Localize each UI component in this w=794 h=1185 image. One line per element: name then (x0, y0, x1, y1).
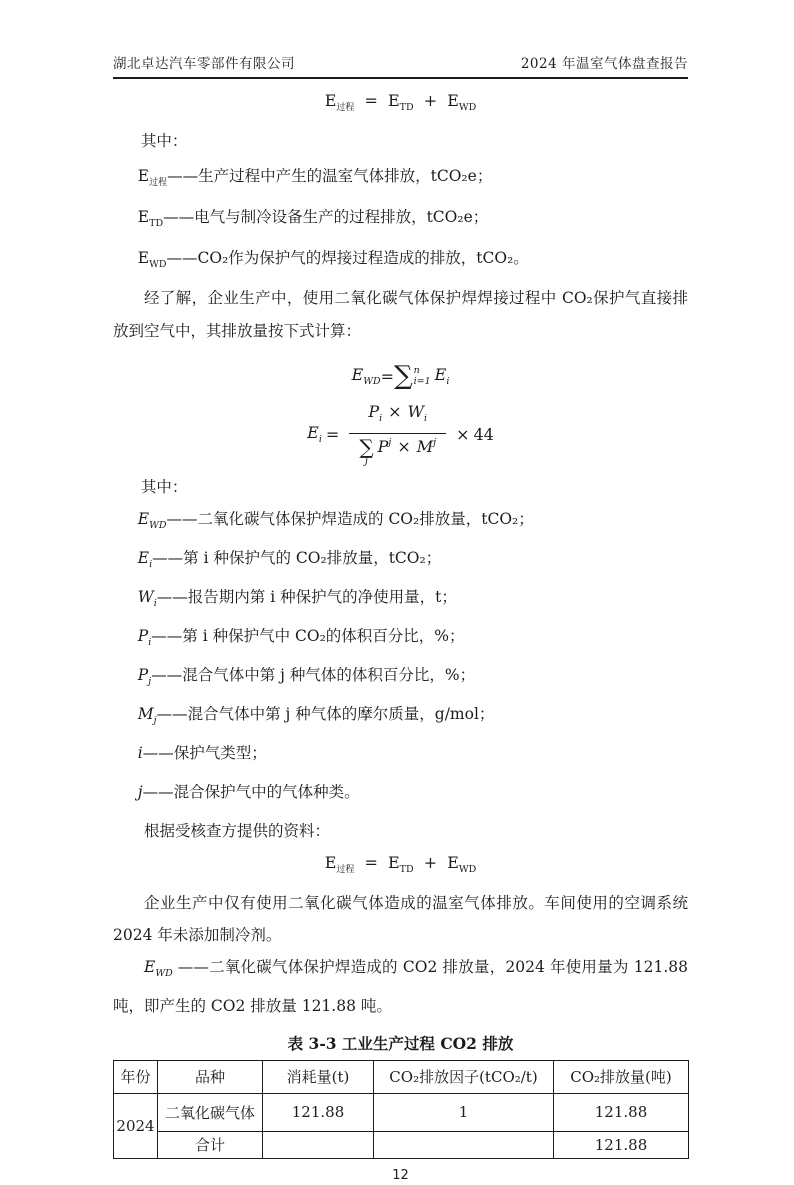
symbol: i (137, 744, 143, 763)
symbol: $P_j$ (137, 666, 152, 688)
symbol: $P_i$ (137, 626, 152, 649)
e-i-symbol: $E_i$ (307, 423, 322, 446)
company-name: 湖北卓达汽车零部件有限公司 (113, 56, 295, 72)
qizhong-label-2: 其中： (140, 477, 188, 496)
definition-text: ——保护气类型； (142, 744, 267, 763)
e-td-symbol: $E_{TD}$ (387, 91, 414, 114)
definition-wi (113, 581, 688, 620)
cell-total-consumption (263, 1131, 374, 1158)
equals-sign: = (325, 425, 340, 445)
equals-sign: = (364, 853, 378, 873)
definition-pi (113, 620, 688, 659)
cell-factor: 1 (374, 1093, 554, 1131)
paragraph-only-co2: 企业生产中仅有使用二氧化碳气体造成的温室气体排放。车间使用的空调系统 2024 年未添加制冷剂。 (113, 893, 688, 944)
definition-pj (113, 659, 688, 698)
table-total-row (114, 1131, 689, 1158)
definition-text: ——混合气体中第 j 种气体的摩尔质量，g/mol； (156, 705, 495, 724)
definition-text: ——报告期内第 i 种保护气的净使用量，t； (156, 587, 457, 606)
symbol: $E_{TD}$ (137, 208, 164, 230)
definition-j (113, 776, 688, 815)
times-sign: × (456, 425, 470, 445)
paragraph-basis: 根据受核查方提供的资料： (144, 822, 331, 841)
definition-i (113, 737, 688, 776)
sigma-symbol: ∑ j (359, 434, 374, 467)
qizhong-label-1: 其中： (140, 132, 188, 151)
header-year: 年份 (114, 1060, 158, 1093)
cell-total-factor (374, 1131, 554, 1158)
cell-consumption: 121.88 (263, 1093, 374, 1131)
equals-sign: = (380, 366, 395, 386)
definition-e-wd (113, 241, 688, 282)
header-consumption: 消耗量(t) (263, 1060, 374, 1093)
definition-mj (113, 698, 688, 737)
factor-44: 44 (473, 425, 494, 445)
summary-text: ——二氧化碳气体保护焊造成的 CO2 排放量，2024 年使用量为 121.88 吨，即产生的 CO2 排放量 121.88 吨。 (113, 957, 688, 1015)
symbol: j (137, 783, 143, 802)
formula-process-2 (113, 847, 688, 886)
symbol: $W_i$ (137, 587, 157, 609)
paragraph-ewd-summary (113, 951, 688, 1022)
e-i-symbol: $E_i$ (434, 365, 450, 388)
symbol: $M_j$ (137, 705, 157, 727)
sum-upper-limit: n (413, 365, 420, 377)
e-td-symbol: $E_{TD}$ (387, 853, 414, 876)
definition-e-process (113, 159, 688, 200)
table-row (114, 1093, 689, 1131)
equals-sign: = (364, 91, 378, 110)
page-number: 12 (392, 1167, 409, 1183)
definition-text: ——生产过程中产生的温室气体排放，tCO₂e； (167, 167, 493, 186)
e-wd-symbol: $E_{WD}$ (144, 957, 173, 979)
header-species: 品种 (158, 1060, 263, 1093)
cell-total-emission: 121.88 (554, 1131, 689, 1158)
emissions-table (113, 1060, 689, 1159)
sigma-symbol: ∑ (394, 361, 413, 392)
definition-text: ——电气与制冷设备生产的过程排放，tCO₂e； (163, 208, 489, 227)
formula-ewd-sum (113, 356, 688, 396)
fraction-denominator: ∑ j P $^j$ × M $^j$ (349, 433, 446, 467)
e-wd-symbol: $E_{WD}$ (351, 365, 381, 388)
report-title: 2024 年温室气体盘查报告 (520, 56, 688, 72)
header-emission-amount: CO₂排放量(吨) (554, 1060, 689, 1093)
cell-emission: 121.88 (554, 1093, 689, 1131)
definition-text: ——第 i 种保护气中 CO₂的体积百分比，%； (151, 626, 465, 645)
sum-lower-limit: i=1 (413, 376, 431, 388)
formula-ei-fraction (113, 402, 688, 466)
symbol: $E_{过程}$ (137, 167, 168, 189)
symbol: $E_i$ (137, 548, 153, 570)
header-emission-factor: CO₂排放因子(tCO₂/t) (374, 1060, 554, 1093)
cell-species: 二氧化碳气体 (158, 1093, 263, 1131)
paragraph-welding-explanation: 经了解，企业生产中，使用二氧化碳气体保护焊焊接过程中 CO₂保护气直接排放到空气中，其排放量按下式计算： (113, 289, 688, 341)
definition-ei (113, 542, 688, 581)
fraction-numerator: $P_i \times W_i$ (368, 402, 428, 425)
definition-text: ——二氧化碳气体保护焊造成的 CO₂排放量，tCO₂； (166, 509, 534, 528)
definition-text: ——CO₂作为保护气的焊接过程造成的排放，tCO₂。 (166, 249, 529, 268)
e-process-symbol: $E_{过程}$ (324, 91, 355, 114)
table-title: 表 3-3 工业生产过程 CO2 排放 (287, 1033, 514, 1053)
plus-sign: + (423, 853, 438, 873)
cell-total-label: 合计 (158, 1131, 263, 1158)
fraction (349, 402, 446, 466)
sum-limits (414, 365, 431, 387)
e-wd-symbol: $E_{WD}$ (447, 91, 477, 114)
plus-sign: + (423, 91, 438, 110)
e-wd-symbol: $E_{WD}$ (447, 853, 477, 876)
definition-text: ——混合气体中第 j 种气体的体积百分比，%； (151, 666, 476, 685)
symbol: $E_{WD}$ (137, 509, 167, 531)
e-process-symbol: $E_{过程}$ (324, 853, 355, 876)
definition-text: ——第 i 种保护气的 CO₂排放量，tCO₂； (152, 548, 442, 567)
definition-text: ——混合保护气中的气体种类。 (142, 783, 360, 802)
definition-ewd (113, 503, 688, 542)
definition-e-td (113, 200, 688, 241)
page-header (113, 0, 688, 79)
cell-year: 2024 (114, 1093, 158, 1158)
symbol: $E_{WD}$ (137, 249, 167, 271)
table-header-row (114, 1060, 689, 1093)
formula-process-1 (113, 85, 688, 124)
